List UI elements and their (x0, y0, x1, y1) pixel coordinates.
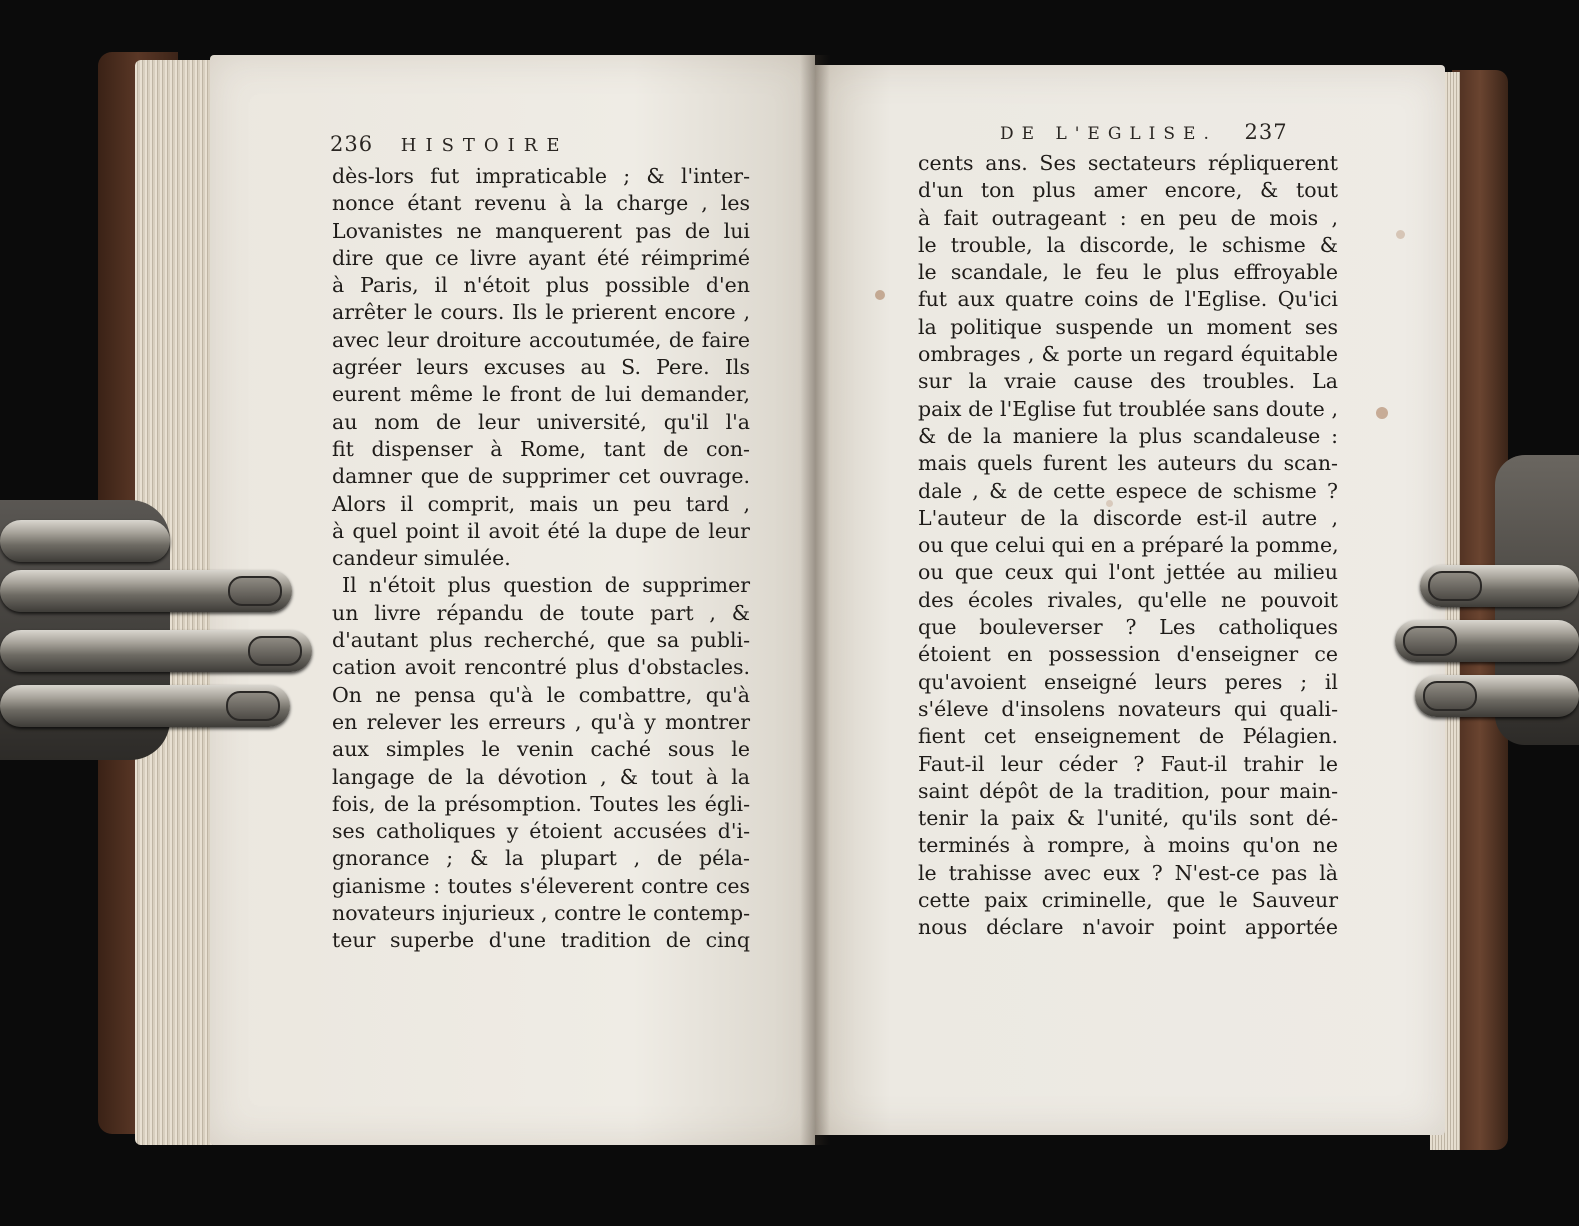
right-running-head (1000, 120, 1288, 144)
text-line: s'éleve d'insolens novateurs qui quali- (918, 696, 1338, 721)
text-line: au nom de leur université, qu'il l'a (332, 409, 750, 434)
text-line: Lovanistes ne manquerent pas de lui (332, 218, 750, 243)
text-line: aux simples le venin caché sous le (332, 737, 750, 762)
text-line: à Paris, il n'étoit plus possible d'en (332, 273, 750, 298)
text-line: d'un ton plus amer encore, & tout (918, 178, 1338, 203)
text-line: dès-lors fut impraticable ; & l'inter- (332, 164, 750, 188)
text-line: Faut-il leur céder ? Faut-il trahir le (918, 751, 1338, 776)
right-running-title: DE L'EGLISE. (1000, 124, 1217, 144)
text-line: & de la maniere la plus scandaleuse : (918, 423, 1338, 448)
text-line: cents ans. Ses sectateurs répliquerent (918, 151, 1338, 175)
text-line: le trouble, la discorde, le schisme & (918, 232, 1338, 257)
text-line: tenir la paix & l'unité, qu'ils sont dé- (918, 806, 1338, 831)
text-line: ses catholiques y étoient accusées d'i- (332, 819, 750, 844)
left-page-text (332, 163, 750, 955)
text-line: fit dispenser à Rome, tant de con- (332, 436, 750, 461)
text-line: en relever les erreurs , qu'à y montrer (332, 709, 750, 734)
text-line: Il n'étoit plus question de supprimer (342, 573, 750, 598)
metal-hand-left (0, 490, 320, 760)
text-line: qu'avoient enseigné leurs peres ; il (918, 669, 1338, 694)
text-line: Alors il comprit, mais un peu tard , (332, 491, 750, 516)
text-line: langage de la dévotion , & tout à la (332, 764, 750, 789)
right-page-number: 237 (1244, 120, 1288, 144)
foxing-stain (1376, 407, 1388, 419)
left-running-title: HISTOIRE (400, 135, 569, 156)
text-line: damner que de supprimer cet ouvrage. (332, 464, 750, 489)
text-line: teur superbe d'une tradition de cinq (332, 928, 750, 953)
right-page-text (918, 150, 1338, 942)
text-line: terminés à rompre, à moins qu'on ne (918, 833, 1338, 858)
text-line: cette paix criminelle, que le Sauveur (918, 888, 1338, 913)
foxing-stain (875, 290, 885, 300)
text-line: le trahisse avec eux ? N'est-ce pas là (918, 860, 1338, 885)
text-line: un livre répandu de toute part , & (332, 600, 750, 625)
text-line: cation avoit rencontré plus d'obstacles. (332, 655, 750, 680)
text-line: fois, de la présomption. Toutes les égli- (332, 791, 750, 816)
text-line: agréer leurs excuses au S. Pere. Ils (332, 355, 750, 380)
text-line: gianisme : toutes s'éleverent contre ces (332, 873, 750, 898)
text-line: fient cet enseignement de Pélagien. (918, 724, 1338, 749)
text-line: gnorance ; & la plupart , de péla- (332, 846, 750, 871)
text-line: à quel point il avoit été la dupe de leur (332, 518, 750, 543)
text-line: le scandale, le feu le plus effroyable (918, 260, 1338, 285)
text-line: ou que celui qui en a préparé la pomme, (918, 533, 1339, 558)
text-line: dire que ce livre ayant été réimprimé (332, 245, 750, 270)
left-page-number: 236 (330, 132, 374, 156)
text-line: mais quels furent les auteurs du scan- (918, 451, 1338, 476)
text-line: étoient en possession d'enseigner ce (918, 642, 1338, 667)
text-line: à fait outrageant : en peu de mois , (918, 205, 1338, 230)
foxing-stain (1396, 230, 1405, 239)
text-line: novateurs injurieux , contre le contemp- (332, 901, 750, 926)
text-line: ou que ceux qui l'ont jettée au milieu (918, 560, 1338, 585)
text-line: candeur simulée. (332, 546, 511, 571)
text-line: dale , & de cette espece de schisme ? (918, 478, 1338, 503)
text-line: d'autant plus recherché, que sa publi- (332, 628, 750, 653)
text-line: sur la vraie cause des troubles. La (918, 369, 1338, 394)
text-line: arrêter le cours. Ils le prierent encore , (332, 300, 750, 325)
text-line: la politique suspende un moment ses (918, 314, 1338, 339)
left-running-head (330, 132, 569, 156)
text-line: eurent même le front de lui demander, (332, 382, 750, 407)
metal-hand-right (1395, 455, 1579, 725)
text-line: nous déclare n'avoir point apportée (918, 915, 1338, 940)
book-gutter (800, 55, 830, 1145)
text-line: fut aux quatre coins de l'Eglise. Qu'ici (918, 287, 1338, 312)
text-line: des écoles rivales, qu'elle ne pouvoit (918, 587, 1338, 612)
text-line: nonce étant revenu à la charge , les (332, 191, 750, 216)
text-line: saint dépôt de la tradition, pour main- (918, 778, 1338, 803)
text-line: On ne pensa qu'à le combattre, qu'à (332, 682, 750, 707)
text-line: avec leur droiture accoutumée, de faire (332, 327, 750, 352)
text-line: L'auteur de la discorde est-il autre , (918, 505, 1338, 530)
text-line: que bouleverser ? Les catholiques (918, 615, 1338, 640)
text-line: paix de l'Eglise fut troublée sans doute , (918, 396, 1338, 421)
text-line: ombrages , & porte un regard équitable (918, 342, 1338, 367)
